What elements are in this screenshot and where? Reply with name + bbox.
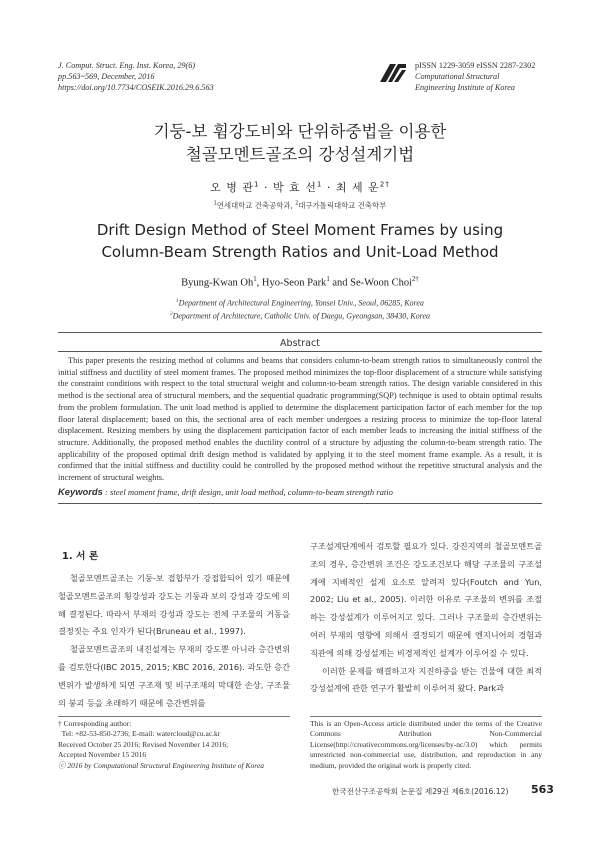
affiliation: Department of Architecture, Catholic Univ. of Daegu, Gyeongsan, 38430, Korea [172, 311, 431, 321]
author-name: 박 효 선 [273, 181, 317, 194]
footnote-line: ⓒ 2016 by Computational Structural Engineering Institute of Korea [58, 760, 264, 770]
author-name: 오 병 관 [210, 181, 254, 194]
publisher-line1: Computational Structural [415, 72, 500, 81]
journal-logo-icon [378, 62, 408, 84]
author-affil-mark: 1 [326, 276, 330, 283]
affiliation: Department of Architectural Engineering, Yonsei Univ., Seoul, 06285, Korea [178, 298, 424, 308]
page-number: 563 [531, 783, 554, 796]
english-authors [0, 276, 600, 289]
author-affil-mark: 2† [412, 276, 419, 283]
author-separator: , [256, 277, 262, 289]
footnote-rule [310, 716, 542, 717]
affil-mark: 2 [295, 201, 299, 207]
author-separator: and [329, 277, 351, 289]
keywords-text: : steel moment frame, drift design, unit load method, column-to-beam strength ratio [102, 487, 393, 497]
affiliation: 대구가톨릭대학교 건축학부 [298, 201, 387, 210]
abstract-heading-rule [58, 351, 542, 352]
footnote-line: Received October 25 2016; Revised November 14 2016; [58, 739, 229, 749]
body-paragraph: 철골모멘트골조의 내진설계는 부재의 강도뿐 아니라 층간변위를 검토한다(IBC 2015, 2015; KBC 2016, 2016). 과도한 층간변위가 발생하게 되면 구조재 및 비구조재의 막대한 손상, 구조물의 붕괴 등을 초래하기 때문에 층간변위를 [58, 644, 290, 708]
doi-link[interactable]: https://doi.org/10.7734/COSEIK.2016.29.6.563 [58, 83, 214, 92]
keywords-rule [58, 503, 542, 504]
author-name: Hyo-Seon Park [261, 277, 327, 289]
affiliation: 연세대학교 건축공학과, [216, 201, 296, 210]
keywords-label: Keywords [58, 486, 103, 497]
license-footnote: This is an Open-Access article distributed under the terms of the Creative Commons Attribution Non-Commercial License(http://creativecommons.org/licenses/by-nc/3.0) which permits unrestricted non-commercial use, distribution, and reproduction in any medium, provided the original work is properly cited. [310, 719, 542, 770]
affil-mark: 1 [176, 298, 179, 304]
abstract-text: This paper presents the resizing method of columns and beams that considers column-to-beam strength ratios to simultaneously control the initial stiffness and ductility of steel moment frames. The proposed method minimizes the top-floor displacement of a structure while satisfying the constraint conditions with respect to the total structural weight and column-to-beam strength ratios. The design variable considered in this method is the sectional area of structural members, and the sequential quadratic programming(SQP) technique is used to obtain optimal results from the problem formulation. The unit load method is applied to determine the displacement participation factor of each member for the top floor lateral displacement; based on this, the sectional area of each member undergoes a resizing process to minimize the top-floor lateral displacement. Resizing members by using the displacement participation factor of each member leads to increasing the initial stiffness of the structure. Additionally, the proposed method enables the ductility control of a structure by adjusting the column-to-beam strength ratio. The applicability of the proposed optimal drift design method is validated by applying it to the steel moment frame example. As a result, it is confirmed that the initial stiffness and ductility could be controlled by the proposed method without the repetitive structural analysis and the increment of structural weights. [58, 356, 542, 483]
correspondence-footnote [58, 719, 298, 771]
english-affiliations [0, 296, 600, 322]
keywords-line [58, 486, 542, 497]
korean-authors [0, 179, 600, 195]
issn-block [415, 60, 535, 93]
affil-mark: 1 [213, 201, 217, 207]
footnote-rule [58, 716, 290, 717]
body-paragraph: 이러한 문제를 해결하고자 지진하중을 받는 건물에 대한 최적강성설계에 관한 연구가 활발히 이루어져 왔다. Park과 [310, 665, 542, 694]
citation-line: J. Comput. Struct. Eng. Inst. Korea, 29(6) [58, 61, 196, 70]
korean-title [0, 120, 600, 166]
author-affil-mark: 2† [379, 179, 390, 189]
publisher-line2: Engineering Institute of Korea [415, 83, 515, 92]
author-separator: · [259, 181, 273, 194]
affiliation-line [0, 296, 600, 309]
body-paragraph: 철골모멘트골조는 기둥-보 접합부가 강접합되어 있기 때문에 철골모멘트골조의 횡강성과 강도는 기둥과 보의 강성과 강도에 의해 결정된다. 따라서 부재의 강성과 강도는 전체 구조물의 거동을 결정짓는 주요 인자가 된다(Bruneau et al., 1997). [58, 573, 290, 637]
english-title-line2: Column-Beam Strength Ratios and Unit-Load Method [101, 243, 499, 261]
author-name: Se-Woon Choi [350, 277, 413, 289]
issn: pISSN 1229-3059 eISSN 2287-2302 [415, 61, 536, 70]
author-affil-mark: 1 [253, 276, 257, 283]
korean-title-line1: 기둥-보 휨강도비와 단위하중법을 이용한 [153, 122, 447, 141]
body-right-column [310, 538, 542, 698]
english-title [0, 219, 600, 263]
section-heading: 1. 서 론 [62, 551, 99, 562]
author-name: 최 세 운 [335, 181, 380, 194]
korean-title-line2: 철골모멘트골조의 강성설계기법 [185, 145, 415, 164]
footnote-line: † Corresponding author: [58, 719, 132, 728]
abstract-heading: Abstract [280, 338, 320, 349]
body-left-column [58, 570, 290, 712]
author-name: Byung-Kwan Oh [181, 277, 254, 289]
author-separator: · [322, 181, 336, 194]
korean-affiliations [0, 200, 600, 211]
footnote-line: Tel: +82-53-850-2736; E-mail: watercloud@cu.ac.kr [58, 729, 221, 739]
author-affil-mark: 1 [253, 179, 260, 189]
abstract-top-rule [58, 332, 542, 333]
citation-pages: pp.563~569, December, 2016 [58, 72, 155, 81]
english-title-line1: Drift Design Method of Steel Moment Frames by using [96, 221, 504, 239]
author-affil-mark: 1 [316, 179, 323, 189]
journal-citation [58, 60, 214, 93]
footer-journal: 한국전산구조공학회 논문집 제29권 제6호(2016.12) [332, 787, 509, 796]
body-paragraph: 구조설계단계에서 검토할 필요가 있다. 강진지역의 철골모멘트골조의 경우, 층간변위 조건은 강도조건보다 해당 구조물의 구조설계에 지배적인 설계 요소로 알려져 있다(Foutch and Yun, 2002; Liu et al., 2005). 이러한 이유로 구조물의 변위를 조절하는 강성설계가 이루어지고 있다. 그러나 구조물의 층간변위는 여러 부재의 영향에 의해서 결정되기 때문에 엔지니어의 경험과 직관에 의해 강성설계는 비경제적인 설계가 이루어질 수 있다. [310, 541, 542, 658]
footnote-line: Accepted November 15 2016 [58, 750, 147, 760]
affil-mark: 2 [169, 311, 173, 318]
affiliation-line [0, 309, 600, 322]
